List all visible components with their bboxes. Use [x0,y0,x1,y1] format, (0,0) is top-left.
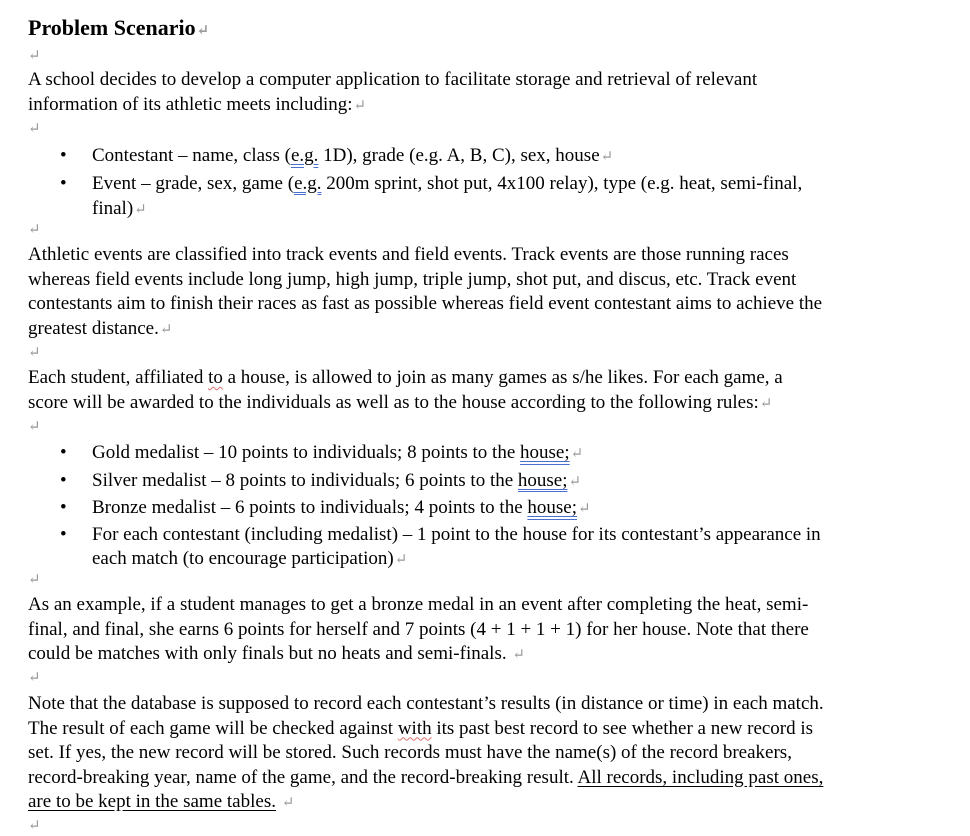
list-item: • Event – grade, sex, game (e.g. 200m sprint, shot put, 4x100 relay), type (e.g. heat, semi-final, final)↵ [60,172,803,219]
list-item: • Contestant – name, class (e.g. 1D), grade (e.g. A, B, C), sex, house↵ [60,145,614,166]
document-title: Problem Scenario↵ [28,15,210,40]
paragraph-mark-icon: ↵ [196,23,210,39]
empty-paragraph-mark-icon: ↵ [28,818,41,834]
empty-paragraph-mark-icon: ↵ [28,48,41,64]
empty-paragraph-mark-icon: ↵ [28,670,41,686]
attribute-list [0,143,802,224]
list-item: • For each contestant (including medalist) – 1 point to the house for its contestant’s appearance in each match (to encourage participation)↵ [60,523,821,569]
example-paragraph: As an example, if a student manages to get a bronze medal in an event after completing the heat, semi- final, and final, she earns 6 points for herself and 7 points (4 + 1 + 1 + 1) for her house. Note that there could be matches with only finals but no heats and semi-finals. ↵ [28,594,809,664]
intro-paragraph: A school decides to develop a computer application to facilitate storage and retrieval of relevant information of its athletic meets including:↵ [28,69,758,115]
scoring-rules-list [0,440,821,573]
scoring-paragraph: Each student, affiliated to a house, is allowed to join as many games as s/he likes. For each game, a score will be awarded to the individuals as well as to the house according to the following rules:↵ [28,367,783,413]
empty-paragraph-mark-icon: ↵ [28,345,41,361]
list-item: • Silver medalist – 8 points to individuals; 6 points to the house;↵ [60,469,582,491]
track-field-paragraph: Athletic events are classified into track events and field events. Track events are those running races whereas field events include long jump, high jump, triple jump, shot put, and discus, etc. Track event contestants aim to finish their races as fast as possible whereas field event contestant aims to achieve the greatest distance.↵ [28,244,823,339]
empty-paragraph-mark-icon: ↵ [28,222,41,238]
empty-paragraph-mark-icon: ↵ [28,121,41,137]
list-item: • Gold medalist – 10 points to individuals; 8 points to the house;↵ [60,442,584,463]
empty-paragraph-mark-icon: ↵ [28,572,41,588]
records-paragraph: Note that the database is supposed to record each contestant’s results (in distance or time) in each match. The result of each game will be checked against with its past best record to see whether a new record is set. If yes, the new record will be stored. Such records must have the name(s) of the record breakers, record-breaking year, name of the game, and the record-breaking result. All records, including past ones, are to be kept in the same tables. ↵ [28,693,824,812]
empty-paragraph-mark-icon: ↵ [28,419,41,435]
list-item: • Bronze medalist – 6 points to individuals; 4 points to the house;↵ [60,497,591,518]
